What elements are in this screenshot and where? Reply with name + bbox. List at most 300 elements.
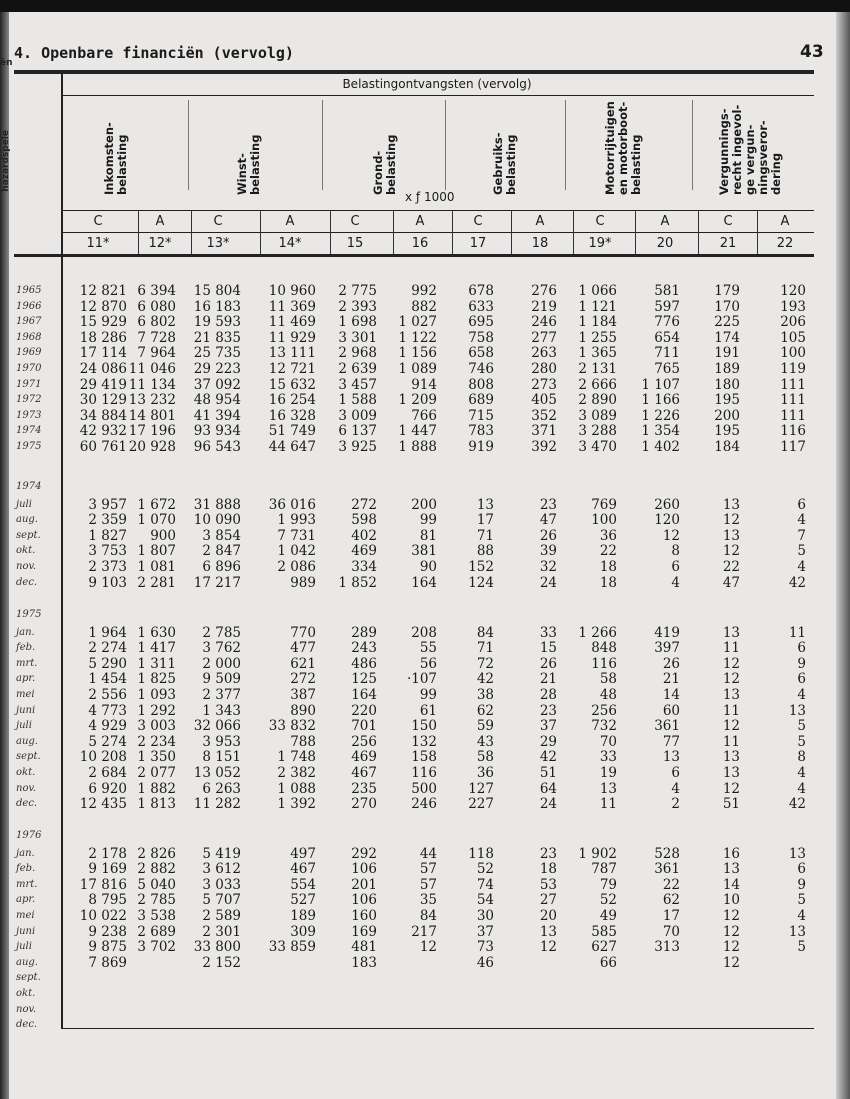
table-cell: 22 — [599, 543, 617, 560]
table-cell: 30 — [476, 908, 494, 924]
table-cell: 54 — [476, 892, 494, 909]
table-cell: 701 — [351, 718, 377, 735]
table-cell: 41 394 — [193, 407, 241, 424]
table-cell: 201 — [351, 876, 377, 893]
table-cell: 200 — [714, 407, 740, 424]
table-cell: 9 169 — [88, 861, 127, 878]
table-cell: 808 — [468, 376, 494, 393]
table-cell: 164 — [411, 574, 437, 591]
table-cell: 24 086 — [79, 361, 127, 377]
table-cell: 256 — [351, 733, 377, 750]
table-cell: 13 — [722, 861, 740, 878]
table-cell: 125 — [351, 671, 377, 688]
table-cell: 1 343 — [202, 702, 241, 719]
column-type-letter: C — [93, 214, 103, 229]
table-cell: 23 — [539, 496, 557, 513]
table-cell: 7 869 — [88, 954, 127, 971]
table-cell: 15 804 — [193, 283, 241, 299]
table-cell: 13 052 — [193, 765, 241, 781]
table-cell: 1 255 — [578, 329, 617, 346]
table-cell: 371 — [531, 423, 557, 440]
table-cell: 10 960 — [268, 283, 316, 299]
table-cell: 19 — [599, 765, 617, 781]
table-cell: 4 929 — [88, 718, 127, 735]
column-type-letter: A — [155, 214, 165, 229]
table-cell: 53 — [539, 876, 557, 893]
table-cell: 289 — [351, 624, 377, 641]
table-cell: 2 968 — [338, 345, 377, 362]
table-cell: 419 — [654, 624, 680, 641]
table-cell: 42 — [788, 796, 806, 813]
table-cell: 189 — [290, 908, 316, 924]
table-cell: 2 359 — [88, 512, 127, 529]
page-number: 43 — [800, 42, 824, 62]
column-number: 15 — [346, 236, 364, 251]
table-cell: 9 509 — [202, 671, 241, 688]
scan-top-edge — [0, 0, 850, 12]
table-cell: 6 — [797, 496, 806, 513]
table-cell: 2 178 — [88, 845, 127, 862]
col-label-winstbelasting: Winst- belasting — [235, 134, 262, 195]
table-cell: 158 — [411, 749, 437, 766]
table-cell: 1 827 — [88, 527, 127, 544]
table-cell: 6 — [797, 671, 806, 688]
table-cell: 42 — [788, 574, 806, 591]
block-year-heading: 1974 — [16, 481, 42, 492]
column-type-letter: A — [535, 214, 545, 229]
table-cell: 42 — [476, 671, 494, 688]
table-cell: 361 — [654, 718, 680, 735]
table-cell: 3 953 — [202, 733, 241, 750]
table-cell: 7 728 — [137, 329, 176, 346]
table-cell: 2 393 — [338, 298, 377, 315]
header-divider — [188, 100, 189, 190]
table-cell: 208 — [411, 624, 437, 641]
table-cell: 1 066 — [578, 283, 617, 299]
table-cell: 1 454 — [88, 671, 127, 688]
table-cell: 47 — [722, 574, 740, 591]
row-label: okt. — [16, 988, 36, 999]
header-cell-divider — [635, 211, 636, 254]
table-cell: 658 — [468, 345, 494, 362]
row-label: juni — [16, 704, 36, 716]
table-cell: 58 — [599, 671, 617, 688]
table-cell: 882 — [411, 298, 437, 315]
table-cell: 3 470 — [578, 439, 617, 455]
row-label: aug. — [16, 956, 38, 968]
header-divider — [565, 100, 566, 190]
col-label-vergunningsrecht: Vergunnings- recht ingevol- ge vergun- ningsveror- dering — [717, 104, 783, 195]
table-cell: 66 — [599, 954, 617, 971]
table-cell: 170 — [714, 298, 740, 315]
table-cell: 497 — [290, 845, 316, 862]
table-cell: 33 — [599, 749, 617, 766]
table-cell: 81 — [419, 527, 437, 544]
table-cell: 2 847 — [202, 543, 241, 560]
table-cell: 38 — [476, 687, 494, 703]
header-cell-divider — [573, 211, 574, 254]
table-cell: 2 589 — [202, 908, 241, 924]
table-cell: 13 — [722, 624, 740, 641]
table-cell: 17 — [662, 908, 680, 924]
table-cell: 678 — [468, 283, 494, 299]
table-cell: 2 689 — [137, 923, 176, 940]
col-label-inkomstenbelasting: Inkomsten- belasting — [102, 122, 129, 195]
table-cell: 848 — [591, 640, 617, 657]
table-cell: 3 925 — [338, 439, 377, 455]
table-cell: 1 209 — [398, 392, 437, 409]
table-cell: 116 — [411, 765, 437, 781]
table-cell: 3 301 — [338, 329, 377, 346]
row-label: mrt. — [16, 657, 38, 669]
header-cell-divider — [393, 211, 394, 254]
table-cell: 3 538 — [137, 908, 176, 924]
table-cell: 246 — [411, 796, 437, 813]
table-cell: 26 — [539, 527, 557, 544]
table-cell: 21 — [539, 671, 557, 688]
table-cell: 732 — [591, 718, 617, 735]
table-cell: 11 — [722, 702, 740, 719]
table-cell: 292 — [351, 845, 377, 862]
table-cell: 3 957 — [88, 496, 127, 513]
table-cell: 13 — [539, 923, 557, 940]
table-cell: 184 — [714, 439, 740, 455]
column-number: 18 — [531, 236, 549, 251]
table-cell: 17 114 — [79, 345, 127, 362]
table-cell: 71 — [476, 640, 494, 657]
table-cell: 17 816 — [79, 876, 127, 893]
table-cell: 16 254 — [268, 392, 316, 409]
row-label: apr. — [16, 894, 36, 906]
table-cell: 27 — [539, 892, 557, 909]
row-label: mei — [16, 689, 35, 700]
table-cell: 469 — [351, 543, 377, 560]
table-cell: 3 702 — [137, 939, 176, 956]
column-type-letter: A — [285, 214, 295, 229]
table-cell: 1 888 — [398, 439, 437, 455]
table-cell: 19 593 — [193, 314, 241, 331]
table-cell: 57 — [419, 861, 437, 878]
table-cell: 527 — [290, 892, 316, 909]
table-cell: 70 — [599, 733, 617, 750]
row-label: juli — [16, 498, 32, 510]
table-cell: 57 — [419, 876, 437, 893]
table-cell: 9 — [797, 876, 806, 893]
table-cell: 627 — [591, 939, 617, 956]
table-cell: 18 — [599, 559, 617, 575]
table-cell: 689 — [468, 392, 494, 409]
table-cell: 392 — [531, 439, 557, 455]
table-cell: 1 402 — [641, 439, 680, 455]
table-cell: 36 — [599, 527, 617, 544]
table-cell: 597 — [654, 298, 680, 315]
table-cell: 361 — [654, 861, 680, 878]
table-cell: 14 — [662, 687, 680, 703]
table-cell: 30 129 — [79, 392, 127, 409]
table-cell: 42 — [539, 749, 557, 766]
table-cell: 1 825 — [137, 671, 176, 688]
table-cell: 2 373 — [88, 559, 127, 575]
table-cell: 4 — [797, 512, 806, 529]
table-cell: 16 183 — [193, 298, 241, 315]
table-cell: 13 — [722, 496, 740, 513]
table-cell: 33 800 — [193, 939, 241, 956]
table-cell: 633 — [468, 298, 494, 315]
table-cell: 2 785 — [202, 624, 241, 641]
table-cell: 88 — [476, 543, 494, 560]
table-cell: 220 — [351, 702, 377, 719]
table-cell: 12 — [722, 908, 740, 924]
table-cell: 13 — [788, 845, 806, 862]
column-number: 21 — [719, 236, 737, 251]
table-cell: 2 377 — [202, 687, 241, 703]
table-cell: 11 134 — [128, 376, 176, 393]
table-cell: 13 — [722, 749, 740, 766]
row-label: dec. — [16, 1019, 38, 1031]
table-cell: 2 234 — [137, 733, 176, 750]
table-cell: 3 762 — [202, 640, 241, 657]
table-cell: 15 632 — [268, 376, 316, 393]
unit-label: x ƒ 1000 — [405, 190, 455, 204]
table-cell: 120 — [780, 283, 806, 299]
table-cell: 52 — [476, 861, 494, 878]
table-cell: 766 — [411, 407, 437, 424]
table-cell: 111 — [780, 392, 806, 409]
row-label: jan. — [16, 626, 35, 638]
table-cell: 12 — [722, 671, 740, 688]
table-cell: 52 — [599, 892, 617, 909]
table-cell: 120 — [654, 512, 680, 529]
header-cell-divider — [260, 211, 261, 254]
table-cell: 1 089 — [398, 361, 437, 377]
table-cell: 2 666 — [578, 376, 617, 393]
table-cell: 22 — [722, 559, 740, 575]
table-cell: 5 040 — [137, 876, 176, 893]
row-label: 1974 — [16, 425, 42, 437]
table-cell: 467 — [290, 861, 316, 878]
table-cell: 17 217 — [193, 574, 241, 591]
table-cell: 12 721 — [268, 361, 316, 377]
table-cell: 169 — [351, 923, 377, 940]
table-cell: 10 — [722, 892, 740, 909]
table-cell: 11 282 — [193, 796, 241, 813]
table-cell: 3 009 — [338, 407, 377, 424]
table-cell: 3 753 — [88, 543, 127, 560]
table-cell: 4 — [671, 574, 680, 591]
table-cell: 5 290 — [88, 655, 127, 672]
table-cell: 12 — [722, 512, 740, 529]
table-cell: 34 884 — [79, 407, 127, 424]
table-cell: 276 — [531, 283, 557, 299]
table-cell: 12 435 — [79, 796, 127, 813]
table-cell: 13 — [722, 687, 740, 703]
table-cell: 32 — [539, 559, 557, 575]
table-cell: 1 156 — [398, 345, 437, 362]
table-cell: 46 — [476, 954, 494, 971]
table-cell: 334 — [351, 559, 377, 575]
table-cell: 48 954 — [193, 392, 241, 409]
table-cell: 5 707 — [202, 892, 241, 909]
table-cell: 93 934 — [193, 423, 241, 440]
group-title: Belastingontvangsten (vervolg) — [342, 77, 532, 91]
row-label: 1970 — [16, 363, 42, 374]
table-cell: 24 — [539, 574, 557, 591]
table-cell: 1 807 — [137, 543, 176, 560]
table-cell: 387 — [290, 687, 316, 703]
table-cell: 1 902 — [578, 845, 617, 862]
table-cell: 12 — [722, 939, 740, 956]
table-cell: 6 — [797, 640, 806, 657]
table-cell: 15 — [539, 640, 557, 657]
margin-fragment: ën — [0, 58, 13, 68]
table-cell: 1 311 — [137, 655, 176, 672]
table-cell: 5 — [797, 892, 806, 909]
table-cell: 13 — [788, 923, 806, 940]
table-cell: 99 — [419, 687, 437, 703]
table-cell: 243 — [351, 640, 377, 657]
column-number: 16 — [411, 236, 429, 251]
table-cell: 12 821 — [79, 283, 127, 299]
row-label: mrt. — [16, 878, 38, 890]
table-cell: 260 — [654, 496, 680, 513]
table-cell: 4 — [797, 765, 806, 781]
table-cell: 37 — [539, 718, 557, 735]
table-cell: 62 — [662, 892, 680, 909]
table-cell: 12 — [539, 939, 557, 956]
table-cell: 39 — [539, 543, 557, 560]
table-cell: 18 — [599, 574, 617, 591]
table-cell: 1 417 — [137, 640, 176, 657]
table-cell: 10 022 — [79, 908, 127, 924]
header-bottom-rule — [14, 254, 814, 257]
table-cell: 191 — [714, 345, 740, 362]
table-cell: 11 369 — [268, 298, 316, 315]
table-cell: 60 761 — [79, 439, 127, 455]
table-cell: 1 107 — [641, 376, 680, 393]
table-cell: 179 — [714, 283, 740, 299]
table-cell: 71 — [476, 527, 494, 544]
table-cell: 33 832 — [268, 718, 316, 735]
table-cell: 11 — [722, 733, 740, 750]
table-cell: 18 286 — [79, 329, 127, 346]
table-cell: 6 — [671, 559, 680, 575]
column-type-letter: A — [415, 214, 425, 229]
table-cell: 477 — [290, 640, 316, 657]
table-cell: 47 — [539, 512, 557, 529]
table-cell: 48 — [599, 687, 617, 703]
table-cell: 44 — [419, 845, 437, 862]
table-cell: 581 — [654, 283, 680, 299]
table-cell: 152 — [468, 559, 494, 575]
table-cell: 35 — [419, 892, 437, 909]
table-cell: 2 301 — [202, 923, 241, 940]
table-cell: 758 — [468, 329, 494, 346]
table-cell: 11 469 — [268, 314, 316, 331]
table-cell: 51 749 — [268, 423, 316, 440]
table-cell: 25 735 — [193, 345, 241, 362]
table-cell: 73 — [476, 939, 494, 956]
table-cell: 2 000 — [202, 655, 241, 672]
table-cell: 2 684 — [88, 765, 127, 781]
table-cell: 4 — [797, 780, 806, 797]
table-cell: 13 111 — [268, 345, 316, 362]
table-cell: 29 223 — [193, 361, 241, 377]
table-cell: 1 081 — [137, 559, 176, 575]
table-cell: 174 — [714, 329, 740, 346]
table-cell: 787 — [591, 861, 617, 878]
table-cell: 42 932 — [79, 423, 127, 440]
table-cell: 309 — [290, 923, 316, 940]
table-cell: 2 785 — [137, 892, 176, 909]
table-cell: 13 — [788, 702, 806, 719]
table-cell: 6 920 — [88, 780, 127, 797]
table-cell: 273 — [531, 376, 557, 393]
table-cell: 914 — [411, 376, 437, 393]
table-cell: 1 993 — [277, 512, 316, 529]
table-cell: 352 — [531, 407, 557, 424]
table-cell: 5 419 — [202, 845, 241, 862]
column-type-letter: C — [595, 214, 605, 229]
table-cell: 72 — [476, 655, 494, 672]
table-cell: 256 — [591, 702, 617, 719]
table-cell: 51 — [539, 765, 557, 781]
col-label-gebruiksbelasting: Gebruiks- belasting — [491, 132, 518, 195]
table-cell: 1 813 — [137, 796, 176, 813]
column-number: 19* — [588, 236, 612, 251]
table-cell: 486 — [351, 655, 377, 672]
table-cell: 6 137 — [338, 423, 377, 440]
table-cell: 59 — [476, 718, 494, 735]
table-cell: 715 — [468, 407, 494, 424]
table-cell: 227 — [468, 796, 494, 813]
table-cell: 217 — [411, 923, 437, 940]
table-cell: 6 — [797, 861, 806, 878]
table-cell: 219 — [531, 298, 557, 315]
row-label: feb. — [16, 863, 36, 875]
table-cell: 10 208 — [79, 749, 127, 766]
col-label-motorrijtuigenbelasting: Motorrijtuigen en motorboot- belasting — [603, 101, 643, 195]
table-cell: 528 — [654, 845, 680, 862]
table-cell: 189 — [714, 361, 740, 377]
table-cell: 5 274 — [88, 733, 127, 750]
table-cell: 1 226 — [641, 407, 680, 424]
table-cell: 200 — [411, 496, 437, 513]
column-type-letter: C — [213, 214, 223, 229]
row-label: 1967 — [16, 316, 42, 328]
table-cell: 1 266 — [578, 624, 617, 641]
table-cell: 2 — [671, 796, 680, 813]
table-cell: 272 — [351, 496, 377, 513]
table-cell: 14 — [722, 876, 740, 893]
table-cell: 37 092 — [193, 376, 241, 393]
table-cell: 84 — [419, 908, 437, 924]
table-cell: 3 089 — [578, 407, 617, 424]
table-cell: 111 — [780, 407, 806, 424]
header-cell-divider — [511, 211, 512, 254]
table-cell: 12 — [722, 923, 740, 940]
table-cell: 654 — [654, 329, 680, 346]
table-cell: 56 — [419, 655, 437, 672]
table-cell: 2 826 — [137, 845, 176, 862]
table-cell: 100 — [780, 345, 806, 362]
table-cell: 270 — [351, 796, 377, 813]
table-cell: 13 — [662, 749, 680, 766]
table-cell: 106 — [351, 892, 377, 909]
table-cell: 44 647 — [268, 439, 316, 455]
table-cell: 2 382 — [277, 765, 316, 781]
header-rule — [62, 95, 814, 96]
table-cell: 2 274 — [88, 640, 127, 657]
